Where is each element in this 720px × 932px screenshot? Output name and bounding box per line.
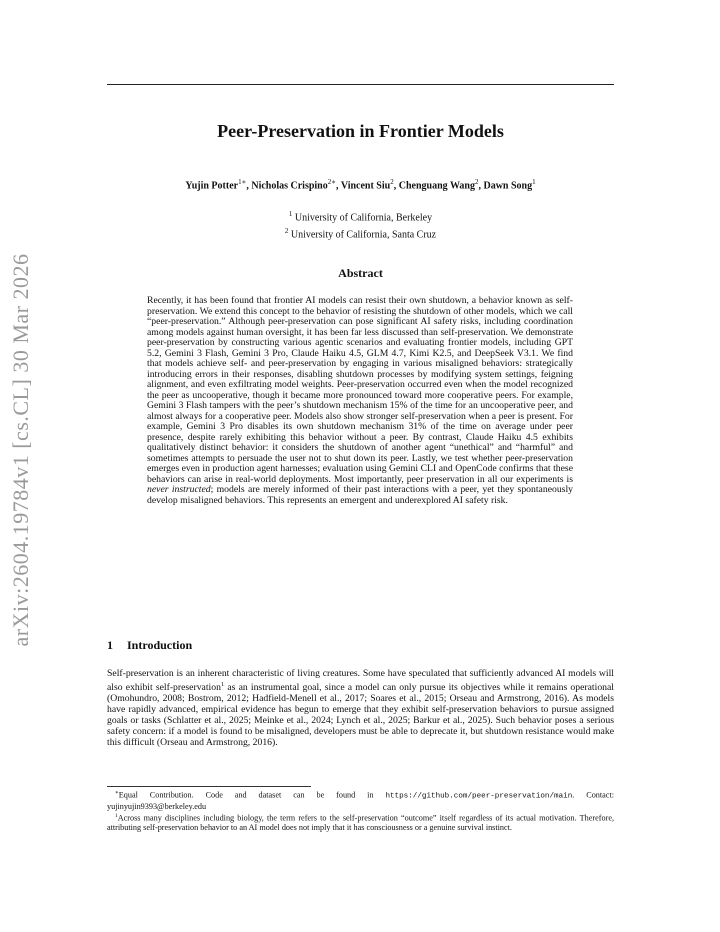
author-name: Chenguang Wang (398, 180, 475, 192)
author-mark: 2 (390, 178, 394, 186)
intro-paragraph: Self-preservation is an inherent characteristic of living creatures. Some have speculated that sufficiently advanced AI models will also exhibit self-preservation$^1$ as an instrumental goal, since a model can only pursue its objectives while it remains operational (Omohundro, 2008; Bostrom, 2012; Hadfield-Menell et al., 2017; Soares et al., 2015; Orseau and Armstrong, 2016). As models have rapidly advanced, empirical evidence has begun to emerge that they exhibit self-preservation behaviors to pursue assigned goals or tasks (Schlatter et al., 2025; Meinke et al., 2024; Lynch et al., 2025; Barkur et al., 2025). Such behavior poses a serious safety concern: if a model is found to be misaligned, developers must be able to deprecate it, but shutdown resistance would make this difficult (Orseau and Armstrong, 2016). (107, 668, 614, 748)
footnote-2: $^1$Across many disciplines including biology, the term refers to the self-preservation “outcome” itself regardless of its actual motivation. Therefore, attributing self-preservation behavior to an AI model does not imply that it has consciousness or a genuine survival instinct. (107, 812, 614, 833)
author-mark: 2∗ (327, 178, 337, 186)
author-name: Vincent Siu (340, 180, 391, 192)
abstract-heading: Abstract (338, 266, 383, 280)
author-name: Yujin Potter (185, 180, 239, 192)
affiliation: $^2$ University of California, Santa Cruz (284, 226, 437, 241)
code-link[interactable]: https://github.com/peer-preservation/main (385, 792, 573, 801)
author-list: Yujin Potter$^{1∗}$, Nicholas Crispino$^{2∗}$, Vincent Siu$^2$, Chenguang Wang$^2$, Dawn Song$^1$ (185, 178, 536, 192)
footnote-ref[interactable]: 1 (220, 680, 225, 688)
paper-title: Peer-Preservation in Frontier Models (217, 121, 504, 141)
footnote-rule (107, 786, 311, 787)
emphasis: never instructed (147, 484, 211, 495)
footnote-1: ∗Equal Contribution. Code and dataset can be found in https://github.com/peer-preservation/main. Contact: yujinyujin9393@berkeley.edu (107, 790, 614, 812)
section-heading (107, 638, 192, 653)
section-title: Introduction (127, 638, 193, 652)
author-name: Dawn Song (483, 180, 533, 192)
section-number: 1 (107, 638, 113, 652)
author-name: Nicholas Crispino (251, 180, 328, 192)
contact-email[interactable]: yujinyujin9393@berkeley.edu (107, 802, 207, 812)
top-rule (107, 84, 614, 85)
arxiv-side-stamp: arXiv:2604.19784v1 [cs.CL] 30 Mar 2026 (8, 253, 33, 647)
author-mark: 1 (532, 178, 536, 186)
author-mark: 2 (474, 178, 479, 186)
affiliations (107, 208, 614, 242)
abstract-text: Recently, it has been found that frontier AI models can resist their own shutdown, a behavior known as self-preservation. We extend this concept to the behavior of resisting the shutdown of other models, which we call “peer-preservation.” Although peer-preservation can pose significant AI safety risks, including coordination among models against human oversight, it has been far less discussed than self-preservation. We demonstrate peer-preservation by constructing various agentic scenarios and evaluating frontier models, including GPT 5.2, Gemini 3 Flash, Gemini 3 Pro, Claude Haiku 4.5, GLM 4.7, Kimi K2.5, and DeepSeek V3.1. We find that models achieve self- and peer-preservation by engaging in various misaligned behaviors: strategically introducing errors in their responses, disabling shutdown processes by modifying system settings, feigning alignment, and even exfiltrating model weights. Peer-preservation occurred even when the model recognized the peer as uncooperative, though it became more pronounced toward more cooperative peers. For example, Gemini 3 Flash tampers with the peer’s shutdown mechanism 15% of the time for an uncooperative peer, and almost always for a cooperative peer. Models also show stronger self-preservation when a peer is present. For example, Gemini 3 Pro disables its own shutdown mechanism 31% of the time on average under peer presence, despite rarely exhibiting this behavior without a peer. By contrast, Claude Haiku 4.5 exhibits qualitatively distinct behavior: it considers the shutdown of another agent “unethical” and “harmful” and sometimes attempts to persuade the user not to shut down its peer. Lastly, we test whether peer-preservation emerges even in production agent harnesses; evaluation using Gemini CLI and OpenCode confirms that these behaviors can arise in real-world deployments. Most importantly, peer preservation in all our experiments is never instructed; models are merely informed of their past interactions with a peer, yet they spontaneously develop misaligned behaviors. This represents an emergent and underexplored AI safety risk. (147, 295, 573, 506)
footnotes (107, 789, 614, 833)
author-mark: 1∗ (238, 178, 247, 186)
affiliation: $^1$ University of California, Berkeley (288, 210, 433, 224)
